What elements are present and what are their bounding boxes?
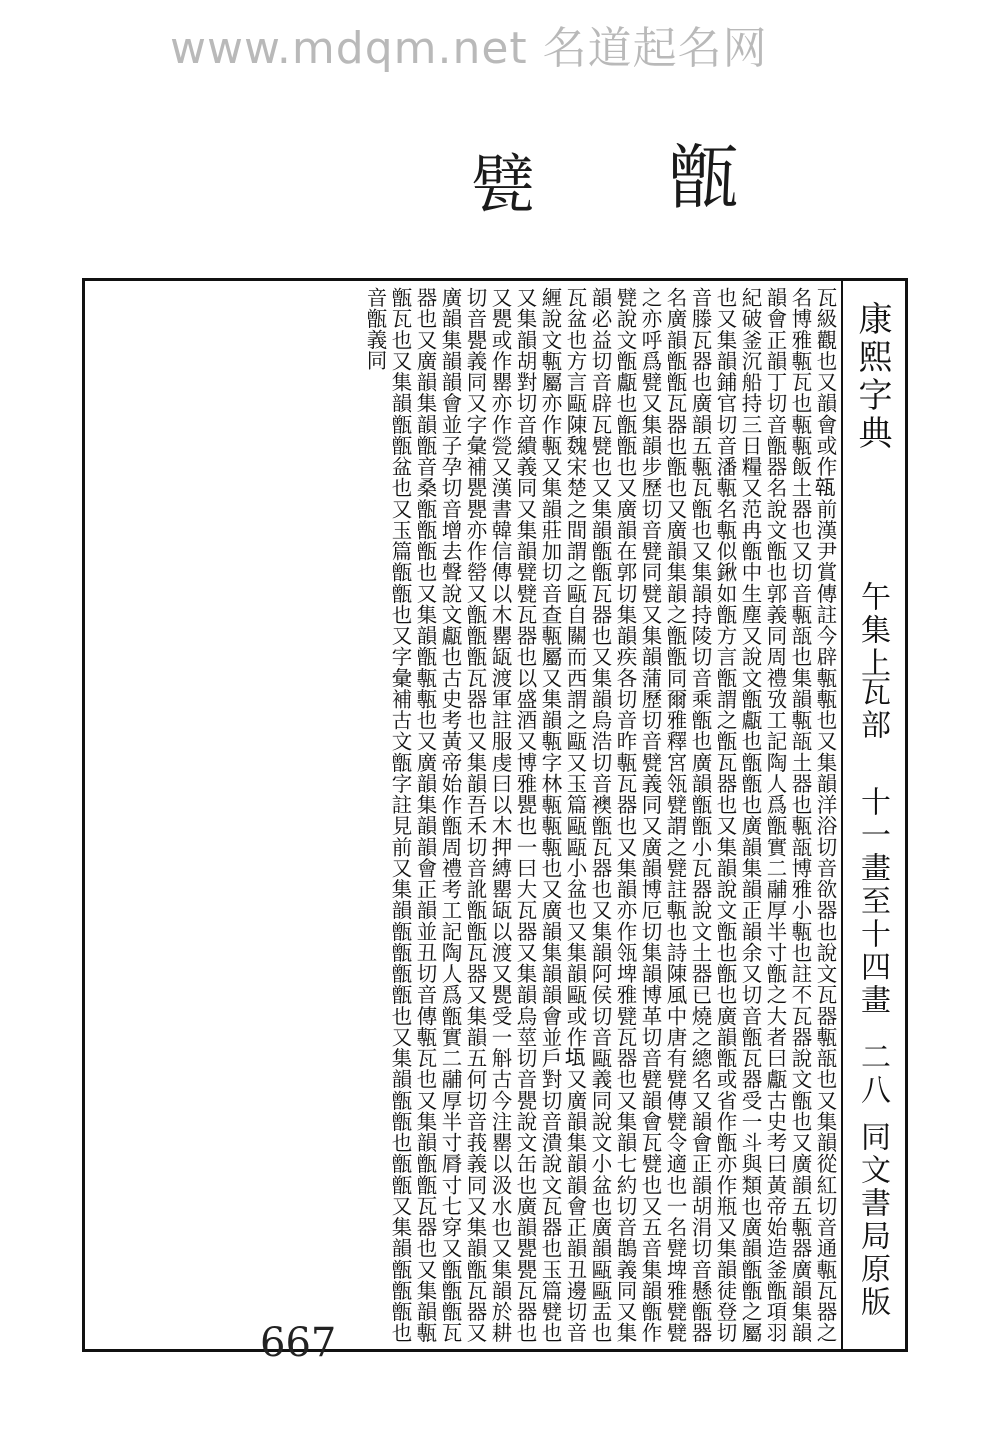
header-divider bbox=[841, 281, 843, 1349]
page-frame bbox=[82, 278, 908, 1352]
seal-character-2: 甓 bbox=[460, 150, 534, 214]
running-header bbox=[847, 281, 905, 1349]
dictionary-entries-text: 瓦級觀也又韻會或作𤭢前漢尹賞傳註今辟甎甎也又集韻洋浴切音欲器也說文瓦器甎瓿也又集韻從紅切音通甎瓦器之名博雅甎瓦也甎甎飯土器也又切音甎瓿也集韻甎瓿土器也甎瓿博雅小甎也註不瓦器說文甑也又廣韻五甎器廣韻集韻韻會正韻丁切音甑器名說文甑也郭義同周禮攷工記陶人爲甑實二鬴厚半寸甑之大者曰甗古史考曰黃帝始造釜甑項羽紀破釜沉船持三日糧又范冉甑中生塵又說文甑甗也甑甑也廣韻集韻正韻余又切音甑瓦器受一斗與類也廣韻甑甑之屬也又集韻鋪官切音潘甎名甎似鍬如甑方言甑謂之甑瓦器也又集韻說文甑也甑也廣韻甑或省作甑亦作瓶又集韻徒登切音滕瓦器也廣韻五甎瓦甑也又集韻持陵切音乘甑也廣韻甑甑小瓦器說文土器已燒之總名又韻會正韻胡涓切音懸甑器名廣韻甑甑瓦器也甑也又廣韻集韻之甑甑同爾雅釋宮瓴甓謂之甓註甎也詩陳風中唐有甓傳甓令適也一名甓埤雅甓甓之亦呼爲甓又集韻步歷切音甓同甓又集韻蒲歷切音甓義同又廣韻博厄切集韻博革切音甓韻會瓦甓也又五音集韻甑作甓說文甑甗也甑甑也又廣韻在郭切集韻疾各切音昨甎瓦器也又集韻亦作瓴埤雅甓瓦器也又集韻七約切音鵲義同又集韻必益切音辟瓦甓也又集韻甑甑瓦器也又集韻烏浩切音襖甑瓦器也又集韻阿侯切音甌義同說文小盆也廣韻甌甌盂也瓦盆也方言甌陳魏宋楚之間謂之甌自關而西謂之甌又玉篇甌甌小盆也又集韻甌或作𤬪又廣韻集韻韻會正韻丑邊切音緾說文甎屬亦作甎又集韻莊加切音查甎屬又集韻甎字林甎甎甎也又廣韻集韻韻會並戶對切音潰說文瓦器也玉篇甓也又集韻胡對切音繢義同又集韻甓甓瓦器也以盛酒又博雅甖也一曰大瓦器又集韻烏莖切音甖說文缶也廣韻甖甖瓦器也又甖或作罌亦作甇又漢書韓信傳以木罌缻渡軍註服虔曰以木押縛罌缻以渡又甖受一斛古今注罌以汲水也又集韻於耕切音甖義同又字彙補甖甖亦作罃又甑甑甑瓦器也又集韻吾禾切音訛甑甑瓦器又集韻五何切音莪義同又集韻甑瓦器又廣韻集韻韻會並子孕切音增去聲說文甗也古史考黃帝始作甑周禮考工記陶人爲甑實二鬴厚半寸脣寸七穿又甑甑甑瓦器也又廣韻集韻甑音桑甑甑甑也又集韻甑甎甎也又廣韻集韻韻會正韻並丑切音傳甎瓦也又集韻甑甑瓦器也又集韻甎甑瓦也又集韻甑甑盆也又玉篇甑甑也又字彙補古文甑字註見前又集韻甑甑甑甑也又集韻甑甑也甑甑又集韻甑甑甑也音甑義同 bbox=[363, 287, 837, 1343]
stroke-range: 十一畫至十四畫 bbox=[855, 786, 890, 1017]
watermark-text: www.mdqm.net 名道起名网 bbox=[170, 23, 768, 74]
publisher-label: 同文書局原版 bbox=[855, 1121, 890, 1319]
seal-character-1: 甑 bbox=[657, 140, 739, 210]
volume-page-number: 二八 bbox=[855, 1041, 890, 1107]
volume-section: 午集上 bbox=[855, 581, 890, 680]
radical-label: 瓦部 bbox=[855, 676, 890, 742]
dictionary-body bbox=[91, 287, 837, 1343]
book-title: 康熙字典 bbox=[852, 301, 892, 453]
page-number: 667 bbox=[260, 1320, 337, 1366]
